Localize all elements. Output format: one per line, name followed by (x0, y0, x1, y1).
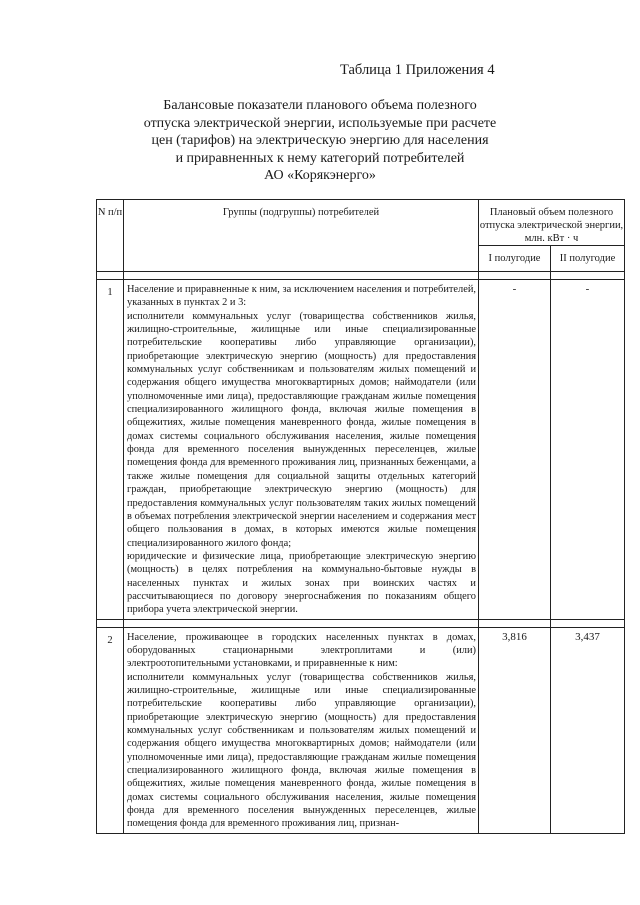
title-line: Балансовые показатели планового объема полезного (163, 98, 477, 113)
row-paragraph: Население и приравненные к ним, за исключением населения и потребителей, указанных в пунктах 2 и 3: (127, 284, 476, 309)
title-line: отпуска электрической энергии, используемые при расчете (143, 115, 497, 131)
title-line: АО «Корякэнерго» (264, 168, 376, 183)
title-line: и приравненных к нему категорий потребителей (175, 150, 465, 166)
appendix-label: Таблица 1 Приложения 4 (340, 62, 495, 78)
row-half2-value: - (551, 280, 625, 620)
title-line: цен (тарифов) на электрическую энергию для населения (151, 133, 489, 148)
row-paragraph: исполнители коммунальных услуг (товарищества собственников жилья, жилищно-строительные, жилищные или иные специализированные потребительские кооперативы либо управляющие организации), приобретающие электрическую энергию (мощность) для предоставления коммунальных услуг собственникам и пользователям жилых помещений и содержания общего имущества многоквартирных домов; наймодатели (или уполномоченные ими лица), предоставляющие гражданам жилые помещения специализированного жилищного фонда, включая жилые помещения в общежитиях, жилые помещения маневренного фонда, жилые помещения в домах системы социального обслуживания населения, жилые помещения фонда для временного поселения вынужденных переселенцев, жилые помещения фонда для временного проживания лиц, признанных беженцами, а также жилые помещения для социальной защиты отдельных категорий граждан, приобретающие электрическую энергию (мощность) для предоставления коммунальных услуг пользователям таких жилых помещений в объемах потребления электрической энергии населением и содержания мест общего пользования в домах, в которых имеются жилые помещения специализированного жилого фонда; (127, 310, 476, 549)
row-paragraph: юридические и физические лица, приобретающие электрическую энергию (мощность) в целях потребления на коммунально-бытовые нужды в населенных пунктах и жилых зонах при воинских частях и рассчитывающиеся по договору энергоснабжения по показаниям общего прибора учета электрической энергии. (127, 550, 476, 616)
document-title (110, 97, 530, 185)
row-number: 1 (97, 280, 124, 620)
table-row (97, 627, 625, 833)
header-number: N п/п (97, 200, 124, 272)
spacer-row (97, 272, 625, 280)
row-half1-value: 3,816 (479, 627, 551, 833)
header-half1: I полугодие (479, 246, 551, 272)
table-row (97, 280, 625, 620)
row-paragraph: Население, проживающее в городских населенных пунктах в домах, оборудованных стационарными электроплитами и (или) электроотопительными установками, и приравненные к ним: (127, 631, 476, 670)
row-description (124, 280, 479, 620)
balance-table (96, 199, 625, 834)
row-description (124, 627, 479, 833)
row-paragraph: исполнители коммунальных услуг (товарищества собственников жилья, жилищно-строительные, жилищные или иные специализированные потребительские кооперативы либо управляющие организации), приобретающие электрическую энергию (мощность) для предоставления коммунальных услуг собственникам и пользователям жилых помещений и содержания общего имущества многоквартирных домов; наймодатели (или уполномоченные ими лица), предоставляющие гражданам жилые помещения специализированного жилищного фонда, включая жилые помещения в общежитиях, жилые помещения маневренного фонда, жилые помещения в домах системы социального обслуживания населения, жилые помещения фонда для временного поселения вынужденных переселенцев, жилые помещения фонда для временного проживания лиц, признан- (127, 671, 476, 830)
header-plan: Плановый объем полезного отпуска электрической энергии, млн. кВт · ч (479, 200, 625, 246)
row-half2-value: 3,437 (551, 627, 625, 833)
header-half2: II полугодие (551, 246, 625, 272)
row-half1-value: - (479, 280, 551, 620)
spacer-row (97, 619, 625, 627)
row-number: 2 (97, 627, 124, 833)
header-groups: Группы (подгруппы) потребителей (124, 200, 479, 272)
